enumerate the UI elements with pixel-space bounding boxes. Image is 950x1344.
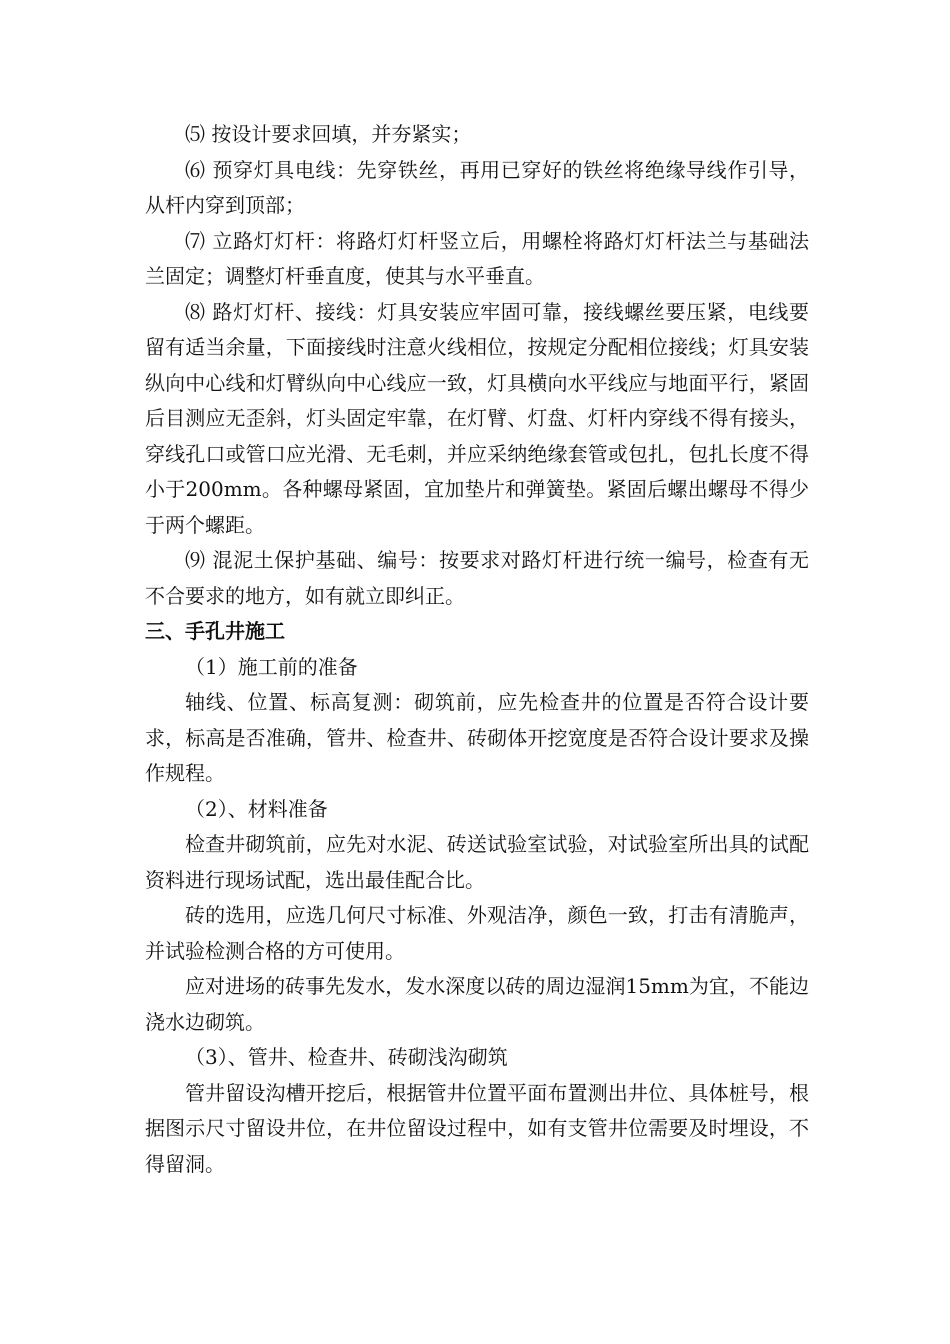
paragraph-survey: 轴线、位置、标高复测：砌筑前，应先检查井的位置是否符合设计要求，标高是否准确，管井、检查井、砖砌体开挖宽度是否符合设计要求及操作规程。 [145, 690, 809, 785]
paragraph-erect-pole: ⑺ 立路灯灯杆：将路灯灯杆竖立后，用螺栓将路灯灯杆法兰与基础法兰固定；调整灯杆垂直度，使其与水平垂直。 [145, 228, 809, 288]
paragraph-numbering: ⑼ 混泥土保护基础、编号：按要求对路灯杆进行统一编号，检查有无不合要求的地方，如有就立即纠正。 [145, 548, 809, 608]
paragraph-brick-wetting: 应对进场的砖事先发水，发水深度以砖的周边湿润15mm为宜，不能边浇水边砌筑。 [145, 974, 809, 1034]
document-body [145, 117, 809, 1182]
paragraph-backfill: ⑸ 按设计要求回填，并夯紧实； [185, 122, 472, 146]
paragraph-wiring: ⑻ 路灯灯杆、接线：灯具安装应牢固可靠，接线螺丝要压紧，电线要留有适当余量，下面接线时注意火线相位，按规定分配相位接线；灯具安装纵向中心线和灯臂纵向中心线应一致，灯具横向水平线应与地面平行，紧固后目测应无歪斜，灯头固定牢靠，在灯臂、灯盘、灯杆内穿线不得有接头，穿线孔口或管口应光滑、无毛刺，并应采纳绝缘套管或包扎，包扎长度不得小于200mm。各种螺母紧固，宜加垫片和弹簧垫。紧固后螺出螺母不得少于两个螺距。 [145, 299, 809, 537]
subheading-preparation: （1）施工前的准备 [185, 654, 358, 679]
paragraph-well-layout: 管井留设沟槽开挖后，根据管井位置平面布置测出井位、具体桩号，根据图示尺寸留设井位，在井位留设过程中，如有支管井位需要及时埋设，不得留洞。 [145, 1080, 809, 1176]
paragraph-material-test: 检查井砌筑前，应先对水泥、砖送试验室试验，对试验室所出具的试配资料进行现场试配，选出最佳配合比。 [145, 832, 809, 892]
section-heading: 三、手孔井施工 [145, 619, 285, 643]
paragraph-brick-selection: 砖的选用，应选几何尺寸标准、外观洁净，颜色一致，打击有清脆声，并试验检测合格的方可使用。 [145, 903, 809, 963]
subheading-materials: （2）、材料准备 [185, 796, 328, 821]
paragraph-prewire: ⑹ 预穿灯具电线：先穿铁丝，再用已穿好的铁丝将绝缘导线作引导，从杆内穿到顶部； [145, 157, 809, 217]
subheading-masonry: （3）、管井、检查井、砖砌浅沟砌筑 [185, 1045, 508, 1069]
